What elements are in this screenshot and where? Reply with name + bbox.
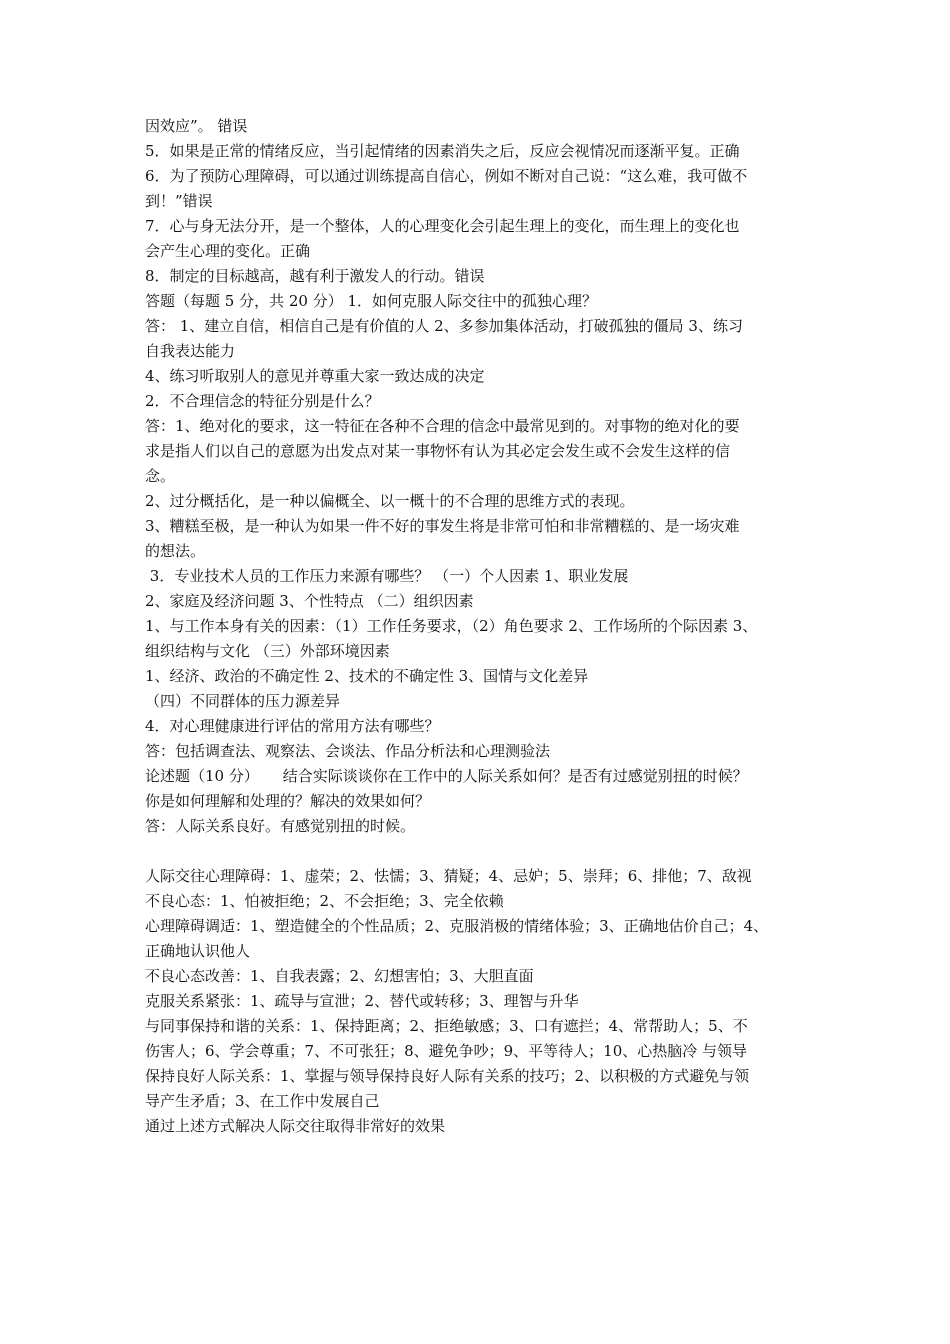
text-line: 答：包括调查法、观察法、会谈法、作品分析法和心理测验法: [145, 742, 551, 760]
text-line: 正确地认识他人: [145, 942, 251, 960]
text-line: 自我表达能力: [145, 342, 236, 360]
text-line: 答题（每题 5 分，共 20 分） 1．如何克服人际交往中的孤独心理？: [145, 292, 598, 310]
text-line: 的想法。: [145, 542, 206, 560]
text-line: 与同事保持和谐的关系：1、保持距离；2、拒绝敏感；3、口有遮拦；4、常帮助人；5、不: [145, 1017, 748, 1035]
text-line: 1、经济、政治的不确定性 2、技术的不确定性 3、国情与文化差异: [145, 667, 589, 685]
text-line: 不良心态改善：1、自我表露；2、幻想害怕；3、大胆直面: [145, 967, 534, 985]
text-line: 答：1、绝对化的要求，这一特征在各种不合理的信念中最常见到的。对事物的绝对化的要: [145, 417, 740, 435]
text-line: 3、糟糕至极，是一种认为如果一件不好的事发生将是非常可怕和非常糟糕的、是一场灾难: [145, 517, 740, 535]
text-line: 4．对心理健康进行评估的常用方法有哪些？: [145, 717, 440, 735]
text-line: 求是指人们以自己的意愿为出发点对某一事物怀有认为其必定会发生或不会发生这样的信: [145, 442, 731, 460]
text-line: 8．制定的目标越高，越有利于激发人的行动。错误: [145, 267, 485, 285]
text-line: 克服关系紧张：1、疏导与宣泄；2、替代或转移；3、理智与升华: [145, 992, 579, 1010]
text-line: 你是如何理解和处理的？解决的效果如何？: [145, 792, 431, 810]
text-line: 2．不合理信念的特征分别是什么？: [145, 392, 380, 410]
text-line: 答： 1、建立自信，相信自己是有价值的人 2、多参加集体活动，打破孤独的僵局 3、练习: [145, 317, 743, 335]
text-line: 3．专业技术人员的工作压力来源有哪些？ （一）个人因素 1、职业发展: [145, 567, 629, 585]
text-line: 论述题（10 分） 结合实际谈谈你在工作中的人际关系如何？是否有过感觉别扭的时候？: [145, 767, 748, 785]
text-line: 7．心与身无法分开，是一个整体，人的心理变化会引起生理上的变化，而生理上的变化也: [145, 217, 740, 235]
text-line: 组织结构与文化 （三）外部环境因素: [145, 642, 390, 660]
text-line: 心理障碍调适：1、塑造健全的个性品质；2、克服消极的情绪体验；3、正确地估价自己；4、: [145, 917, 769, 935]
text-line: 2、家庭及经济问题 3、个性特点 （二）组织因素: [145, 592, 474, 610]
text-line: 答：人际关系良好。有感觉别扭的时候。: [145, 817, 416, 835]
text-line: 伤害人；6、学会尊重；7、不可张狂；8、避免争吵；9、平等待人；10、心热脑冷 与领导: [145, 1042, 748, 1060]
text-line: 导产生矛盾；3、在工作中发展自己: [145, 1092, 380, 1110]
text-line: 不良心态：1、怕被拒绝；2、不会拒绝；3、完全依赖: [145, 892, 504, 910]
document-page: [145, 114, 813, 1139]
text-line: 2、过分概括化，是一种以偏概全、以一概十的不合理的思维方式的表现。: [145, 492, 635, 510]
text-line: 4、练习听取别人的意见并尊重大家一致达成的决定: [145, 367, 485, 385]
text-line: 会产生心理的变化。正确: [145, 242, 311, 260]
text-line: （四）不同群体的压力源差异: [145, 692, 341, 710]
text-line: 到！”错误: [145, 192, 213, 210]
text-line: 人际交往心理障碍：1、虚荣；2、怯懦；3、猜疑；4、忌妒；5、崇拜；6、排他；7、敌视: [145, 867, 752, 885]
text-line: 保持良好人际关系：1、掌握与领导保持良好人际有关系的技巧；2、以积极的方式避免与领: [145, 1067, 750, 1085]
text-line: 5．如果是正常的情绪反应，当引起情绪的因素消失之后，反应会视情况而逐渐平复。正确: [145, 142, 740, 160]
text-line: 1、与工作本身有关的因素：（1）工作任务要求，（2）角色要求 2、工作场所的个际因素 3、: [145, 617, 758, 635]
blank-line: [145, 839, 813, 864]
text-line: 6．为了预防心理障碍，可以通过训练提高自信心，例如不断对自己说：“这么难，我可做不: [145, 167, 748, 185]
text-line: 念。: [145, 467, 176, 485]
text-line: 因效应”。 错误: [145, 117, 248, 135]
text-line: 通过上述方式解决人际交往取得非常好的效果: [145, 1117, 446, 1135]
